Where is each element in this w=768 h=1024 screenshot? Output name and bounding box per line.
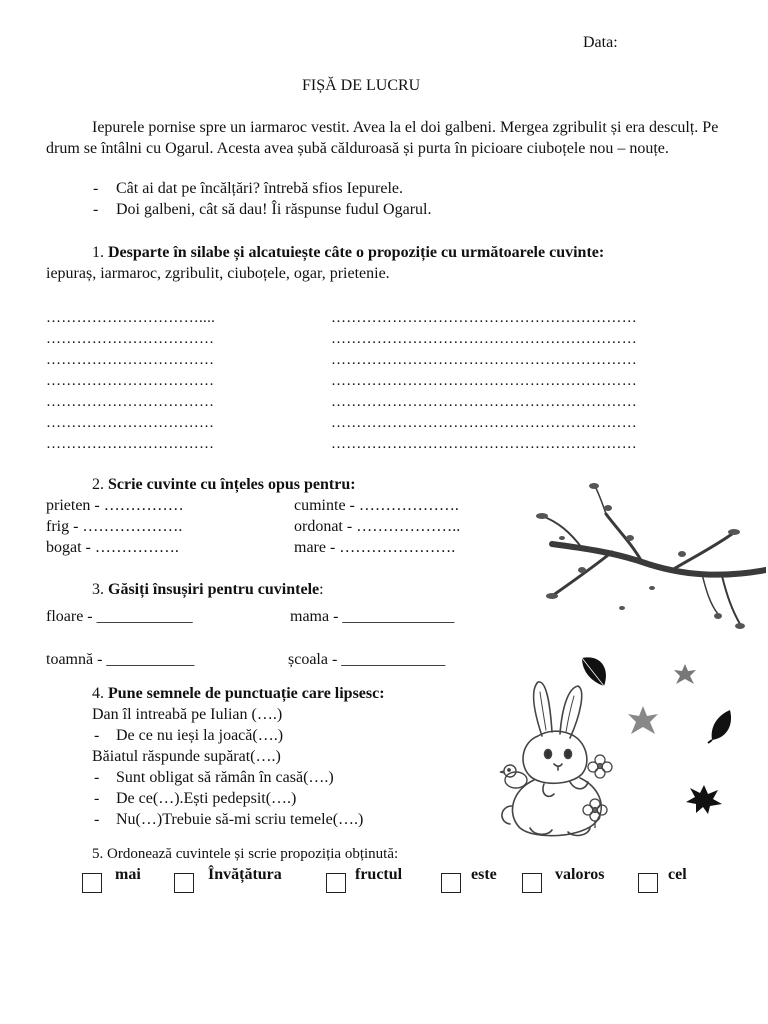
punctuation-dash: - [94,769,100,786]
ex5-instruction: 5. Ordonează cuvintele și scrie propoziția obținută: [92,846,399,862]
dialogue-line-1: Cât ai dat pe încălțări? întrebă sfios Iepurele. [116,180,403,197]
punctuation-dash: - [94,811,100,828]
order-word: fructul [355,866,403,883]
order-word: mai [115,866,141,883]
antonym-item[interactable]: bogat - ……………. [46,539,179,556]
ex3-colon: : [319,581,324,598]
ex1-instruction: Desparte în silabe și alcatuiește câte o propoziție cu următoarele cuvinte: [108,244,605,261]
answer-line[interactable]: …………………………… [46,415,215,431]
antonym-item[interactable]: frig - ………………. [46,518,183,535]
order-checkbox[interactable] [326,873,346,893]
answer-line[interactable]: ………………………….... [46,310,216,326]
order-word: este [471,866,497,883]
sentence-line[interactable]: …………………………………………………… [331,310,637,326]
ex3-number: 3. [92,581,104,598]
order-checkbox[interactable] [174,873,194,893]
dialogue-line-2: Doi galbeni, cât să dau! Îi răspunse fudul Ogarul. [116,201,432,218]
sentence-line[interactable]: …………………………………………………… [331,352,637,368]
order-checkbox[interactable] [441,873,461,893]
leaf-icon [624,704,662,738]
order-word: valoros [555,866,605,883]
order-word: Învățătura [208,866,282,883]
attribute-item[interactable]: toamnă - ___________ [46,651,195,668]
sentence-line[interactable]: …………………………………………………… [331,394,637,410]
flower-icon [586,752,614,782]
punctuation-line: De ce(…).Ești pedepsit(….) [116,790,297,807]
page-title: FIȘĂ DE LUCRU [302,77,421,94]
story-paragraph: Iepurele pornise spre un iarmaroc vestit. Avea la el doi galbeni. Mergea zgribulit și era desculț. Pe drum se întâlni cu Ogarul. Acesta avea șubă călduroasă și purta în picioare ciuboțele nou – nouțe. [46,119,719,157]
bird-icon [498,760,532,794]
punctuation-dash: - [94,727,100,744]
ex4-heading [92,685,385,703]
antonym-item[interactable]: ordonat - ……………….. [294,518,461,535]
sentence-line[interactable]: …………………………………………………… [331,373,637,389]
leaf-icon [684,782,724,816]
ex1-words: iepuraș, iarmaroc, zgribulit, ciuboțele, ogar, prietenie. [46,265,390,282]
dialogue-dash-2: - [93,201,99,218]
order-word: cel [668,866,687,883]
tree-branch-icon [522,478,766,638]
punctuation-line: Dan îl intreabă pe Iulian (….) [92,706,283,723]
flower-icon [580,796,610,830]
dialogue-dash-1: - [93,180,99,197]
ex4-number: 4. [92,685,104,702]
date-label: Data: [583,34,618,51]
antonym-item[interactable]: mare - …………………. [294,539,456,556]
sentence-line[interactable]: …………………………………………………… [331,436,637,452]
answer-line[interactable]: …………………………… [46,436,215,452]
ex2-instruction: Scrie cuvinte cu înțeles opus pentru: [108,476,356,493]
ex2-heading [92,476,356,494]
ex3-instruction: Găsiți însușiri pentru cuvintele [108,581,320,598]
order-checkbox[interactable] [522,873,542,893]
attribute-item[interactable]: mama - ______________ [290,608,455,625]
order-checkbox[interactable] [82,873,102,893]
attribute-item[interactable]: floare - ____________ [46,608,193,625]
punctuation-line: Sunt obligat să rămân în casă(….) [116,769,334,786]
punctuation-line: Nu(…)Trebuie să-mi scriu temele(….) [116,811,364,828]
answer-line[interactable]: …………………………… [46,352,215,368]
answer-line[interactable]: …………………………… [46,394,215,410]
answer-line[interactable]: …………………………… [46,331,215,347]
antonym-item[interactable]: prieten - …………… [46,497,184,514]
ex1-heading [92,244,604,262]
sentence-line[interactable]: …………………………………………………… [331,331,637,347]
ex3-heading [92,581,324,599]
leaf-icon [672,662,698,686]
ex4-instruction: Pune semnele de punctuație care lipsesc: [108,685,385,702]
ex2-number: 2. [92,476,104,493]
punctuation-line: De ce nu ieși la joacă(….) [116,727,284,744]
answer-line[interactable]: …………………………… [46,373,215,389]
leaf-icon [704,708,736,744]
antonym-item[interactable]: cuminte - ………………. [294,497,459,514]
attribute-item[interactable]: școala - _____________ [288,651,446,668]
punctuation-line: Băiatul răspunde supărat(….) [92,748,281,765]
punctuation-dash: - [94,790,100,807]
order-checkbox[interactable] [638,873,658,893]
sentence-line[interactable]: …………………………………………………… [331,415,637,431]
ex1-number: 1. [92,244,104,261]
